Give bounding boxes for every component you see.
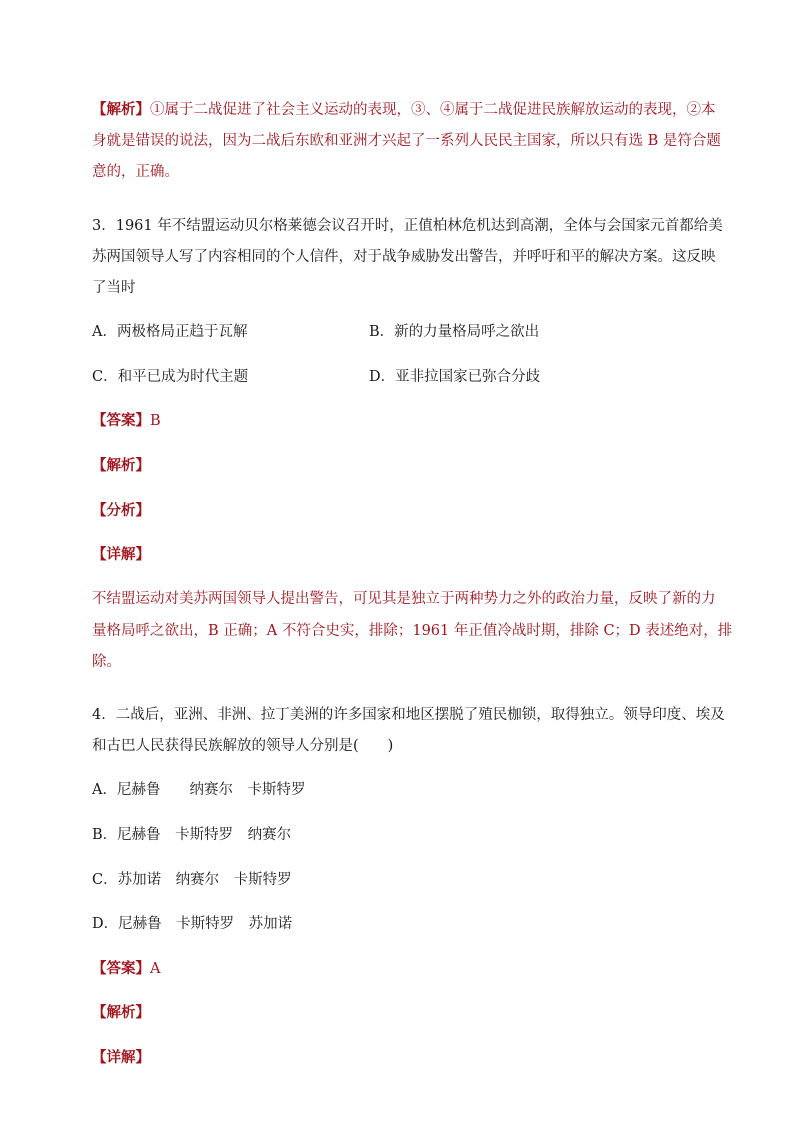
q4-option-b: B．尼赫鲁 卡斯特罗 纳赛尔 (92, 827, 292, 843)
q4-option-a: A．尼赫鲁 纳赛尔 卡斯特罗 (92, 782, 306, 798)
q4-option-c: C．苏加诺 纳赛尔 卡斯特罗 (92, 872, 292, 888)
q4-detail-tag: 【详解】 (92, 1049, 150, 1066)
q4-option-d: D．尼赫鲁 卡斯特罗 苏加诺 (92, 916, 293, 932)
q3-analysis-tag: 【解析】 (92, 457, 150, 474)
q3-detail-tag: 【详解】 (92, 546, 150, 563)
answer-value: A (150, 961, 161, 977)
analysis-line-3: 意的，正确。 (92, 164, 179, 180)
q4-answer (92, 958, 160, 980)
q3-option-a: A．两极格局正趋于瓦解 (92, 324, 248, 340)
answer-tag: 【答案】 (92, 412, 150, 429)
q3-detail-line-3: 除。 (92, 654, 121, 670)
q3-stem-line-2: 苏两国领导人写了内容相同的个人信件，对于战争威胁发出警告，并呼吁和平的解决方案。这反映 (92, 249, 716, 265)
analysis-line-2: 身就是错误的说法，因为二战后东欧和亚洲才兴起了一系列人民民主国家，所以只有选 B 是符合题 (92, 133, 721, 149)
analysis-text: ①属于二战促进了社会主义运动的表现，③、④属于二战促进民族解放运动的表现，②本 (150, 102, 716, 118)
q3-stem-line-3: 了当时 (92, 280, 136, 296)
q3-answer (92, 410, 161, 432)
q3-option-d: D．亚非拉国家已弥合分歧 (369, 369, 541, 385)
q3-stem-line-1: 3．1961 年不结盟运动贝尔格莱德会议召开时，正值柏林危机达到高潮，全体与会国家元首都给美 (92, 218, 723, 234)
q3-fenxi-tag: 【分析】 (92, 502, 150, 519)
answer-tag: 【答案】 (92, 960, 150, 977)
q4-stem-line-1: 4．二战后，亚洲、非洲、拉丁美洲的许多国家和地区摆脱了殖民枷锁，取得独立。领导印度、埃及 (92, 707, 725, 723)
q3-option-c: C．和平已成为时代主题 (92, 369, 249, 385)
analysis-line-1 (92, 99, 716, 121)
q4-stem-line-2: 和古巴人民获得民族解放的领导人分别是( ) (92, 738, 394, 754)
q3-option-b: B．新的力量格局呼之欲出 (369, 324, 540, 340)
q4-analysis-tag: 【解析】 (92, 1004, 150, 1021)
answer-value: B (150, 413, 161, 429)
q3-detail-line-1: 不结盟运动对美苏两国领导人提出警告，可见其是独立于两种势力之外的政治力量，反映了新的力 (92, 591, 716, 607)
analysis-tag: 【解析】 (92, 101, 150, 118)
q3-detail-line-2: 量格局呼之欲出，B 正确；A 不符合史实，排除；1961 年正值冷战时期，排除 C；D 表述绝对，排 (92, 623, 733, 639)
